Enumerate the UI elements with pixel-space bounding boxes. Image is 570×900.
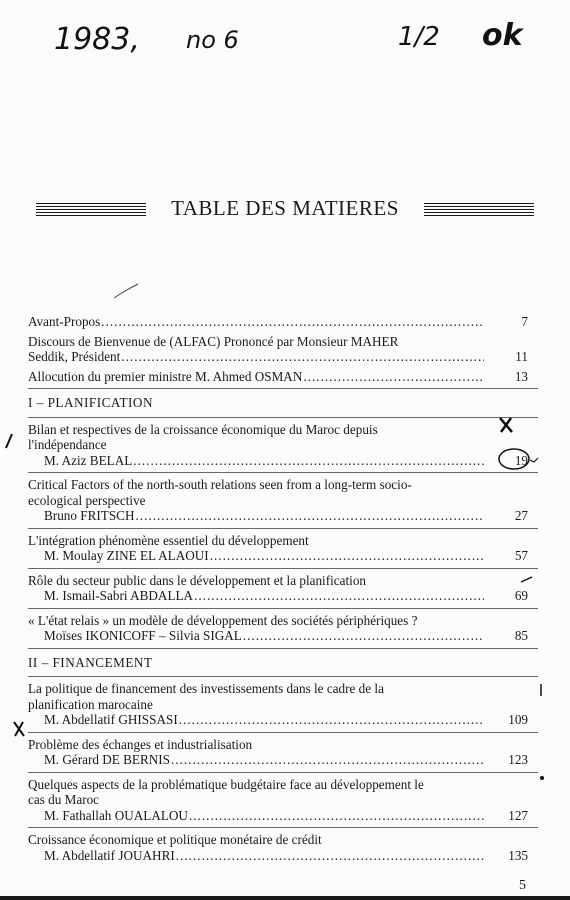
entry-author: M. Moulay ZINE EL ALAOUI (44, 548, 209, 563)
page-number: 5 (519, 878, 526, 893)
divider (28, 732, 538, 733)
entry-page: 11 (515, 349, 528, 364)
divider (28, 827, 538, 828)
title-rule-right (424, 203, 534, 217)
entry-page: 13 (514, 368, 528, 384)
divider (28, 472, 538, 473)
slash-mark (4, 432, 14, 450)
entry-author: M. Ismail-Sabri ABDALLA (44, 588, 194, 603)
tick-mark (538, 682, 544, 698)
toc-entry (28, 573, 528, 604)
entry-author: M. Abdellatif JOUAHRI (44, 847, 175, 863)
toc-entry (28, 777, 528, 824)
entry-title: Rôle du secteur public dans le développement et la planification (28, 572, 367, 588)
entry-title: « L'état relais » un modèle de développement des sociétés périphériques ? (28, 612, 418, 628)
entry-author: M. Abdellatif GHISSASI (44, 712, 178, 727)
section-heading-planification: I – PLANIFICATION (28, 395, 153, 410)
entry-title: Bilan et respectives de la croissance économique du Maroc depuis (28, 421, 378, 437)
entry-page: 123 (508, 752, 528, 767)
entry-title: Quelques aspects de la problématique budgétaire face au développement le (28, 776, 424, 792)
entry-author: M. Fathallah OUALALOU (44, 807, 188, 823)
entry-page: 57 (514, 548, 528, 563)
entry-title: Problème des échanges et industrialisation (28, 736, 253, 752)
entry-page: 135 (508, 847, 528, 863)
table-of-contents (28, 314, 528, 867)
toc-entry (28, 533, 528, 564)
toc-entry (28, 422, 528, 469)
section-heading-financement: II – FINANCEMENT (28, 654, 153, 670)
divider (28, 528, 538, 529)
divider (28, 568, 538, 569)
entry-author: M. Aziz BELAL (44, 452, 133, 468)
entry-title: Critical Factors of the north-south relations seen from a long-term socio- (28, 477, 412, 492)
entry-title-cont: planification marocaine (28, 696, 153, 712)
divider (28, 417, 538, 418)
divider (28, 388, 538, 389)
divider (28, 608, 538, 609)
handwritten-fraction: 1/2 (398, 22, 440, 52)
entry-title: La politique de financement des investissements dans le cadre de la (28, 681, 384, 696)
entry-title: Discours de Bienvenue de (ALFAC) Prononcé par Monsieur MAHER (28, 333, 399, 349)
entry-title: Avant-Propos (28, 314, 101, 329)
entry-page: 85 (514, 628, 528, 643)
toc-entry (28, 334, 528, 365)
cross-mark (12, 720, 26, 738)
entry-page: 7 (521, 314, 528, 329)
dot-mark (538, 774, 546, 782)
entry-page: 109 (508, 712, 528, 727)
check-mark (520, 575, 534, 585)
entry-title: L'intégration phénomène essentiel du développement (28, 532, 309, 548)
entry-page: 19 (514, 452, 528, 468)
entry-title-cont: Seddik, Président (28, 349, 121, 364)
cross-mark (498, 416, 514, 434)
handwritten-year: 1983, (54, 22, 140, 57)
divider (28, 676, 538, 677)
handwritten-number: no 6 (186, 26, 239, 54)
toc-entry (28, 681, 528, 728)
pen-stroke-mark (112, 282, 142, 302)
entry-title-cont: ecological perspective (28, 492, 146, 508)
toc-entry (28, 369, 528, 385)
toc-entry (28, 314, 528, 330)
entry-title-cont: cas du Maroc (28, 792, 100, 807)
entry-page: 27 (514, 508, 528, 523)
divider (28, 648, 538, 649)
toc-entry (28, 613, 528, 644)
toc-entry (28, 477, 528, 524)
page-title: TABLE DES MATIERES (171, 196, 399, 220)
entry-author: Bruno FRITSCH (44, 508, 135, 523)
circle-mark (496, 446, 540, 472)
entry-title-cont: l'indépendance (28, 437, 107, 452)
handwritten-ok: ok (482, 18, 523, 53)
entry-title: Allocution du premier ministre M. Ahmed OSMAN (28, 368, 303, 384)
entry-page: 69 (514, 588, 528, 603)
entry-author: Moïses IKONICOFF – Silvia SIGAL (44, 628, 242, 643)
title-row (36, 196, 534, 226)
bottom-edge (0, 896, 570, 900)
toc-entry (28, 832, 528, 863)
entry-page: 127 (508, 807, 528, 823)
entry-author: M. Gérard DE BERNIS (44, 752, 170, 767)
divider (28, 772, 538, 773)
entry-title: Croissance économique et politique monétaire de crédit (28, 832, 322, 847)
toc-entry (28, 737, 528, 768)
